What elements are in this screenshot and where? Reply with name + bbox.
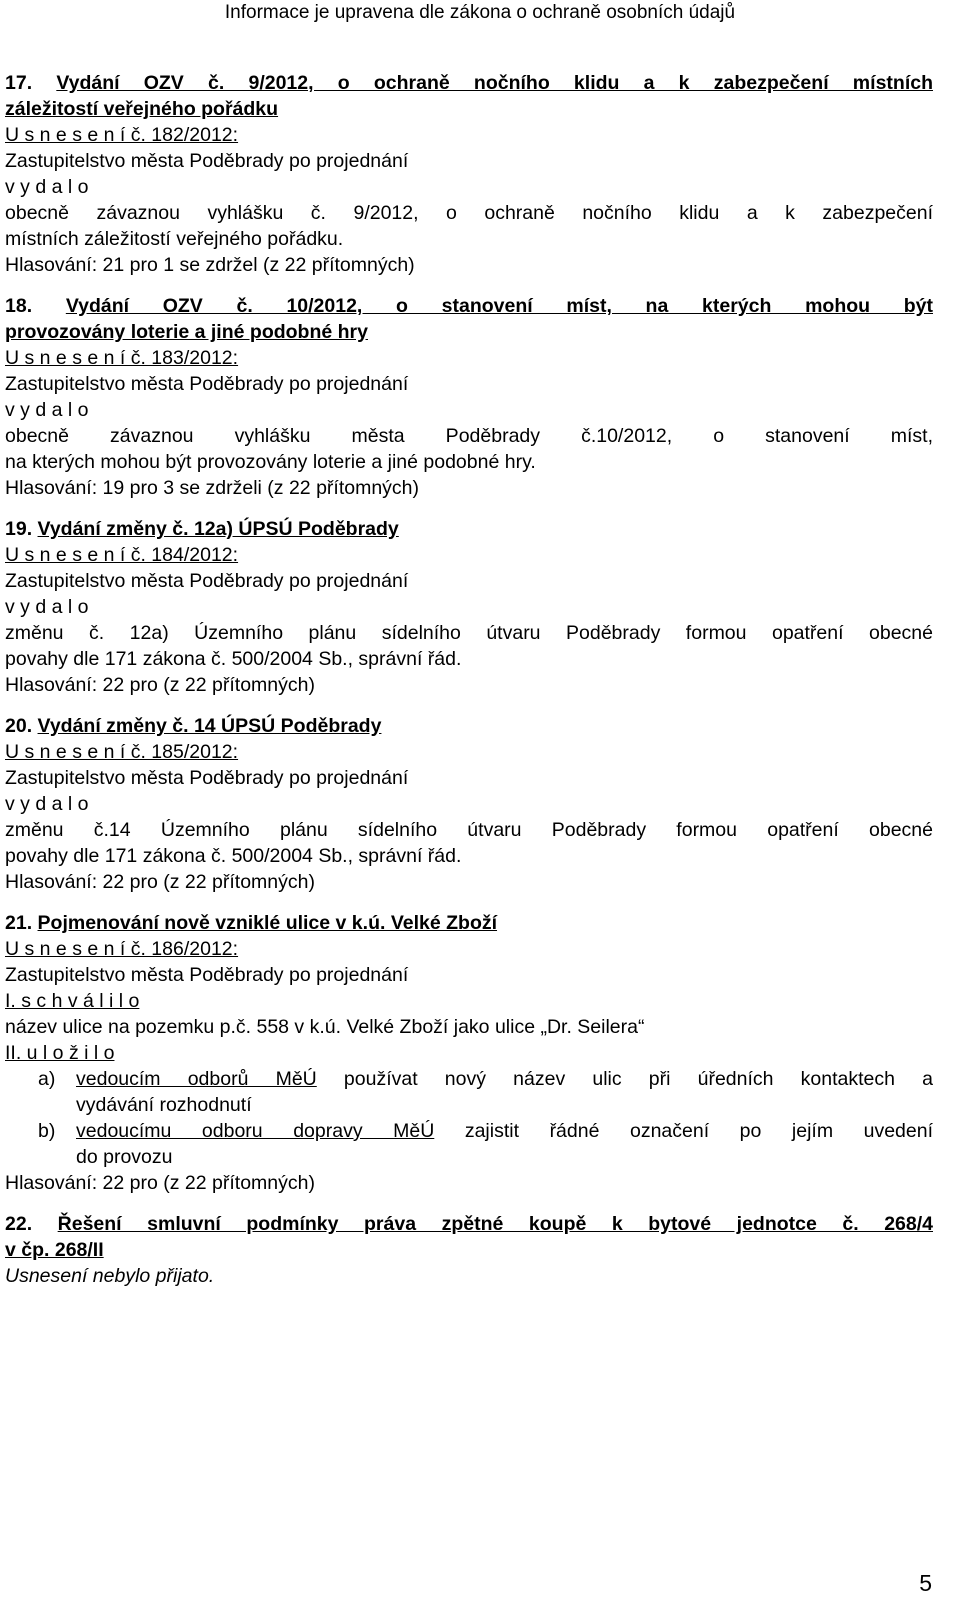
vote-result: Hlasování: 21 pro 1 se zdržel (z 22 přítomných) xyxy=(5,254,415,276)
resolution-number: U s n e s e n í č. 183/2012: xyxy=(5,347,239,369)
section-title: 22. Řešení smluvní podmínky práva zpětné koupě k bytové jednotce č. 268/4 xyxy=(5,1213,933,1235)
page-header: Informace je upravena dle zákona o ochraně osobních údajů xyxy=(224,2,736,23)
section-title: 21. Pojmenování nově vzniklé ulice v k.ú. Velké Zboží xyxy=(5,912,498,934)
resolution-verb-approve: I. s c h v á l i l o xyxy=(5,990,140,1012)
page-number: 5 xyxy=(919,1570,932,1596)
resolution-body: obecně závaznou vyhlášku města Poděbrady č.10/2012, o stanovení míst, xyxy=(5,425,933,447)
section-21 xyxy=(5,910,933,1196)
vote-result: Hlasování: 19 pro 3 se zdrželi (z 22 přítomných) xyxy=(5,477,420,499)
resolution-body: název ulice na pozemku p.č. 558 v k.ú. Velké Zboží jako ulice „Dr. Seilera“ xyxy=(5,1016,645,1038)
resolution-verb: v y d a l o xyxy=(5,399,89,421)
resolution-outcome: Usnesení nebylo přijato. xyxy=(5,1265,215,1287)
section-title: 18. Vydání OZV č. 10/2012, o stanovení míst, na kterých mohou být xyxy=(5,295,933,317)
section-title-cont: provozovány loterie a jiné podobné hry xyxy=(5,321,368,343)
vote-result: Hlasování: 22 pro (z 22 přítomných) xyxy=(5,871,315,893)
resolution-number: U s n e s e n í č. 185/2012: xyxy=(5,741,239,763)
section-title: 19. Vydání změny č. 12a) ÚPSÚ Poděbrady xyxy=(5,518,399,540)
section-19 xyxy=(5,516,933,698)
resolution-body: změnu č. 12a) Územního plánu sídelního útvaru Poděbrady formou opatření obecné xyxy=(5,622,933,644)
resolution-number: U s n e s e n í č. 182/2012: xyxy=(5,124,239,146)
section-20 xyxy=(5,713,933,895)
vote-result: Hlasování: 22 pro (z 22 přítomných) xyxy=(5,674,315,696)
resolution-body-cont: na kterých mohou být provozovány loterie a jiné podobné hry. xyxy=(5,451,536,473)
resolution-verb-assign: II. u l o ž i l o xyxy=(5,1042,115,1064)
section-title-cont: záležitostí veřejného pořádku xyxy=(5,98,279,120)
resolution-number: U s n e s e n í č. 186/2012: xyxy=(5,938,239,960)
resolution-verb: v y d a l o xyxy=(5,793,89,815)
council-text: Zastupitelstvo města Poděbrady po projednání xyxy=(5,767,409,789)
council-text: Zastupitelstvo města Poděbrady po projednání xyxy=(5,570,409,592)
section-22 xyxy=(5,1211,933,1289)
document-body xyxy=(5,70,933,1289)
resolution-verb: v y d a l o xyxy=(5,176,89,198)
section-18 xyxy=(5,293,933,501)
resolution-body-cont: povahy dle 171 zákona č. 500/2004 Sb., správní řád. xyxy=(5,845,462,867)
task-assignee: vedoucímu odboru dopravy MěÚ xyxy=(76,1120,435,1142)
resolution-body-cont: povahy dle 171 zákona č. 500/2004 Sb., správní řád. xyxy=(5,648,462,670)
section-17 xyxy=(5,70,933,278)
resolution-body-cont: místních záležitostí veřejného pořádku. xyxy=(5,228,344,250)
resolution-number: U s n e s e n í č. 184/2012: xyxy=(5,544,239,566)
resolution-verb: v y d a l o xyxy=(5,596,89,618)
task-item-b: b) vedoucímu odboru dopravy MěÚ zajistit řádné označení po jejím uvedení do provozu xyxy=(38,1120,933,1168)
section-title: 20. Vydání změny č. 14 ÚPSÚ Poděbrady xyxy=(5,715,382,737)
resolution-body: obecně závaznou vyhlášku č. 9/2012, o ochraně nočního klidu a k zabezpečení xyxy=(5,202,933,224)
vote-result: Hlasování: 22 pro (z 22 přítomných) xyxy=(5,1172,315,1194)
section-title-cont: v čp. 268/II xyxy=(5,1239,104,1261)
task-assignee: vedoucím odborů MěÚ xyxy=(76,1068,317,1090)
task-item-a: a) vedoucím odborů MěÚ používat nový název ulic při úředních kontaktech a vydávání rozhodnutí xyxy=(38,1068,933,1116)
council-text: Zastupitelstvo města Poděbrady po projednání xyxy=(5,150,409,172)
council-text: Zastupitelstvo města Poděbrady po projednání xyxy=(5,373,409,395)
council-text: Zastupitelstvo města Poděbrady po projednání xyxy=(5,964,409,986)
section-title: 17. Vydání OZV č. 9/2012, o ochraně nočního klidu a k zabezpečení místních xyxy=(5,72,933,94)
resolution-body: změnu č.14 Územního plánu sídelního útvaru Poděbrady formou opatření obecné xyxy=(5,819,933,841)
